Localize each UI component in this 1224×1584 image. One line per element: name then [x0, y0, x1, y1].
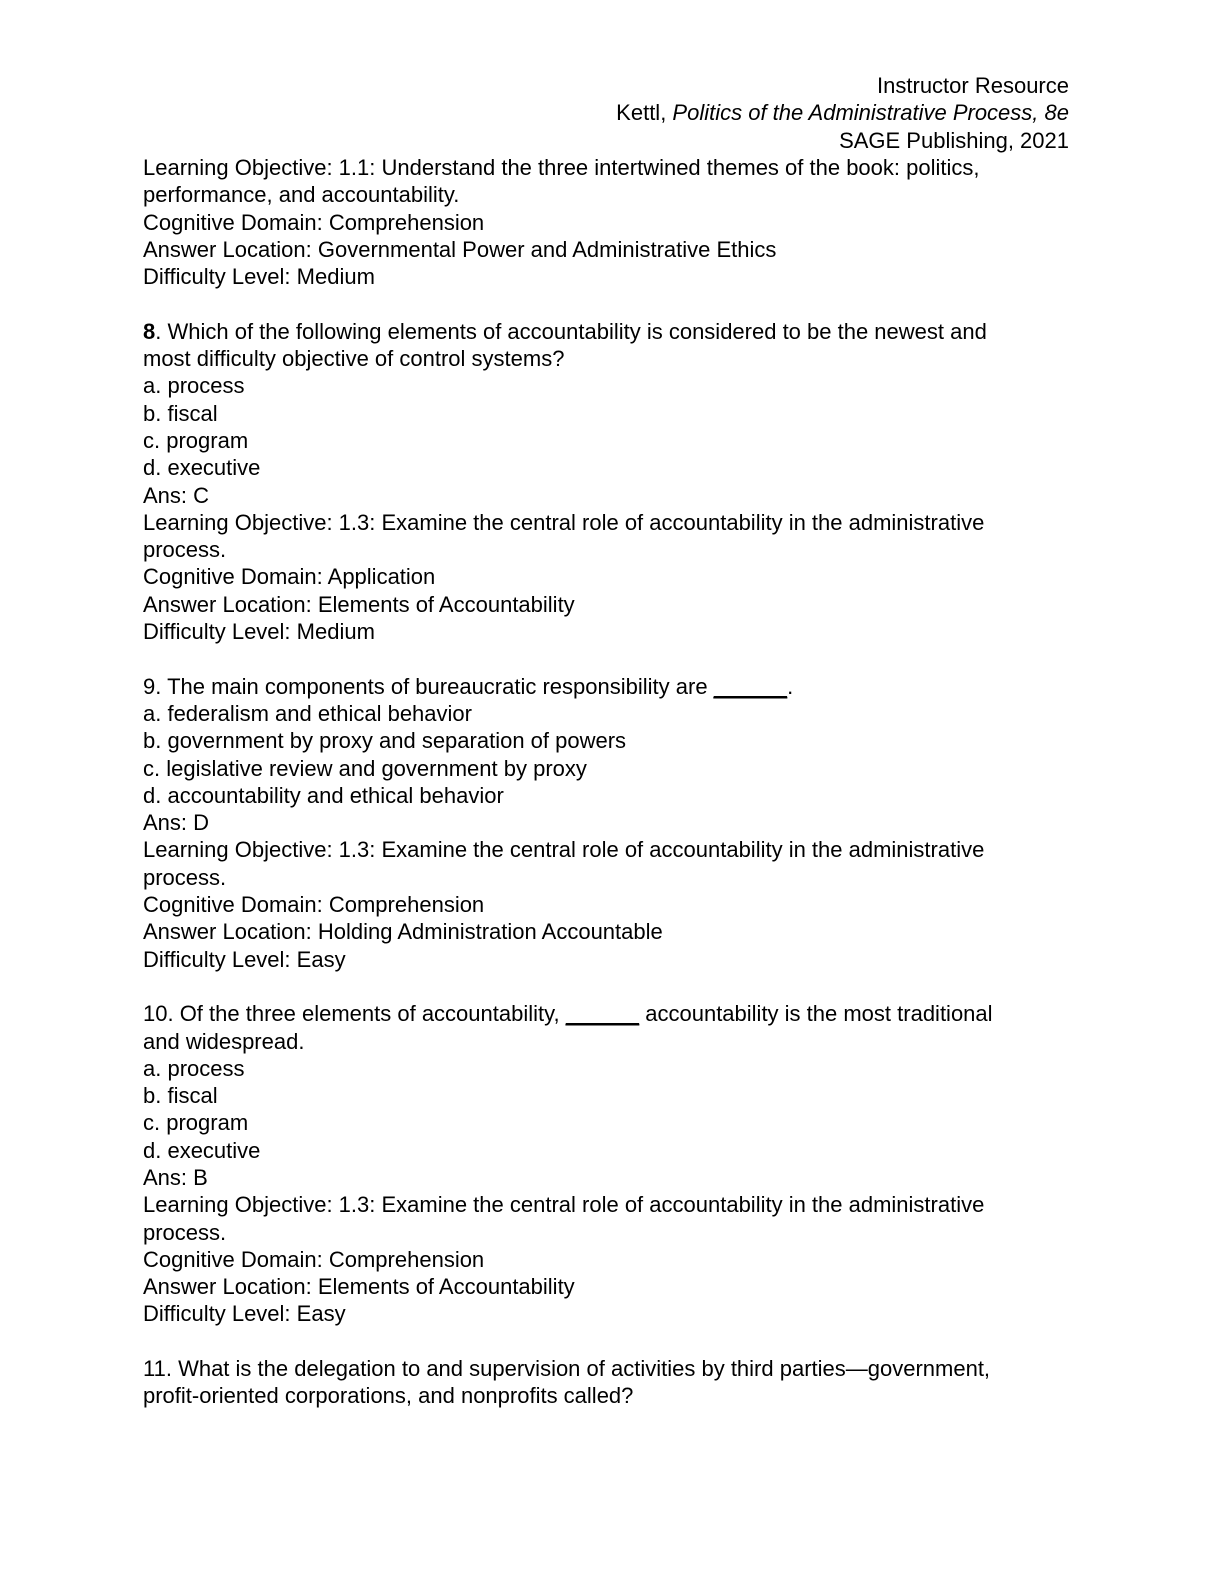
q11-stem-cont: profit-oriented corporations, and nonprofits called?	[143, 1383, 634, 1409]
document-body	[143, 154, 1073, 1410]
q10-option-b: b. fiscal	[143, 1083, 218, 1109]
q9-learning-objective: Learning Objective: 1.3: Examine the central role of accountability in the administrative	[143, 837, 985, 863]
q8-option-c: c. program	[143, 427, 249, 453]
q10-option-a: a. process	[143, 1055, 245, 1081]
q8-stem-cont: most difficulty objective of control systems?	[143, 346, 565, 372]
q10-option-d: d. executive	[143, 1137, 261, 1163]
q10-blank: ______	[565, 1001, 640, 1027]
q9-option-c: c. legislative review and government by proxy	[143, 755, 587, 781]
q11-stem: 11. What is the delegation to and supervision of activities by third parties—government,	[143, 1356, 991, 1382]
q9-cognitive-domain: Cognitive Domain: Comprehension	[143, 892, 485, 918]
q8-answer: Ans: C	[143, 482, 210, 508]
q9-option-b: b. government by proxy and separation of powers	[143, 728, 627, 754]
header-resource: Instructor Resource	[877, 73, 1069, 98]
q8-option-b: b. fiscal	[143, 400, 218, 426]
q9-learning-objective-cont: process.	[143, 864, 227, 890]
prev-difficulty: Difficulty Level: Medium	[143, 264, 375, 290]
q8-option-a: a. process	[143, 373, 245, 399]
prev-cognitive-domain: Cognitive Domain: Comprehension	[143, 209, 485, 235]
header-publisher: SAGE Publishing, 2021	[839, 127, 1069, 153]
q10-answer-location: Answer Location: Elements of Accountability	[143, 1274, 575, 1300]
q9-option-d: d. accountability and ethical behavior	[143, 782, 504, 808]
q8-learning-objective: Learning Objective: 1.3: Examine the central role of accountability in the administrative	[143, 509, 985, 535]
q9-option-a: a. federalism and ethical behavior	[143, 700, 472, 726]
q9-blank: ______	[713, 673, 788, 699]
header-author: Kettl,	[616, 100, 673, 126]
q9-stem: 9. The main components of bureaucratic responsibility are ______.	[143, 673, 794, 699]
q8-number: 8	[143, 318, 156, 344]
q10-answer: Ans: B	[143, 1164, 208, 1190]
q10-stem: 10. Of the three elements of accountability, ______ accountability is the most traditional	[143, 1001, 993, 1027]
prev-answer-location: Answer Location: Governmental Power and Administrative Ethics	[143, 236, 777, 262]
q9-answer-location: Answer Location: Holding Administration Accountable	[143, 919, 663, 945]
q8-cognitive-domain: Cognitive Domain: Application	[143, 564, 436, 590]
prev-learning-objective: Learning Objective: 1.1: Understand the three intertwined themes of the book: politics,	[143, 155, 980, 180]
q8-stem: 8. Which of the following elements of accountability is considered to be the newest and	[143, 318, 987, 344]
q8-answer-location: Answer Location: Elements of Accountability	[143, 591, 575, 617]
q9-difficulty: Difficulty Level: Easy	[143, 946, 346, 972]
q9-answer: Ans: D	[143, 810, 210, 836]
page-header	[616, 72, 1069, 154]
prev-learning-objective-cont: performance, and accountability.	[143, 182, 460, 208]
q10-learning-objective: Learning Objective: 1.3: Examine the central role of accountability in the administrative	[143, 1192, 985, 1218]
q10-difficulty: Difficulty Level: Easy	[143, 1301, 346, 1327]
q8-option-d: d. executive	[143, 455, 261, 481]
q8-difficulty: Difficulty Level: Medium	[143, 619, 375, 645]
q8-learning-objective-cont: process.	[143, 537, 227, 563]
header-book	[616, 99, 1069, 126]
q10-cognitive-domain: Cognitive Domain: Comprehension	[143, 1246, 485, 1272]
q10-learning-objective-cont: process.	[143, 1219, 227, 1245]
q10-stem-cont: and widespread.	[143, 1028, 305, 1054]
header-book-title: Politics of the Administrative Process, 8e	[672, 100, 1069, 126]
q10-option-c: c. program	[143, 1110, 249, 1136]
